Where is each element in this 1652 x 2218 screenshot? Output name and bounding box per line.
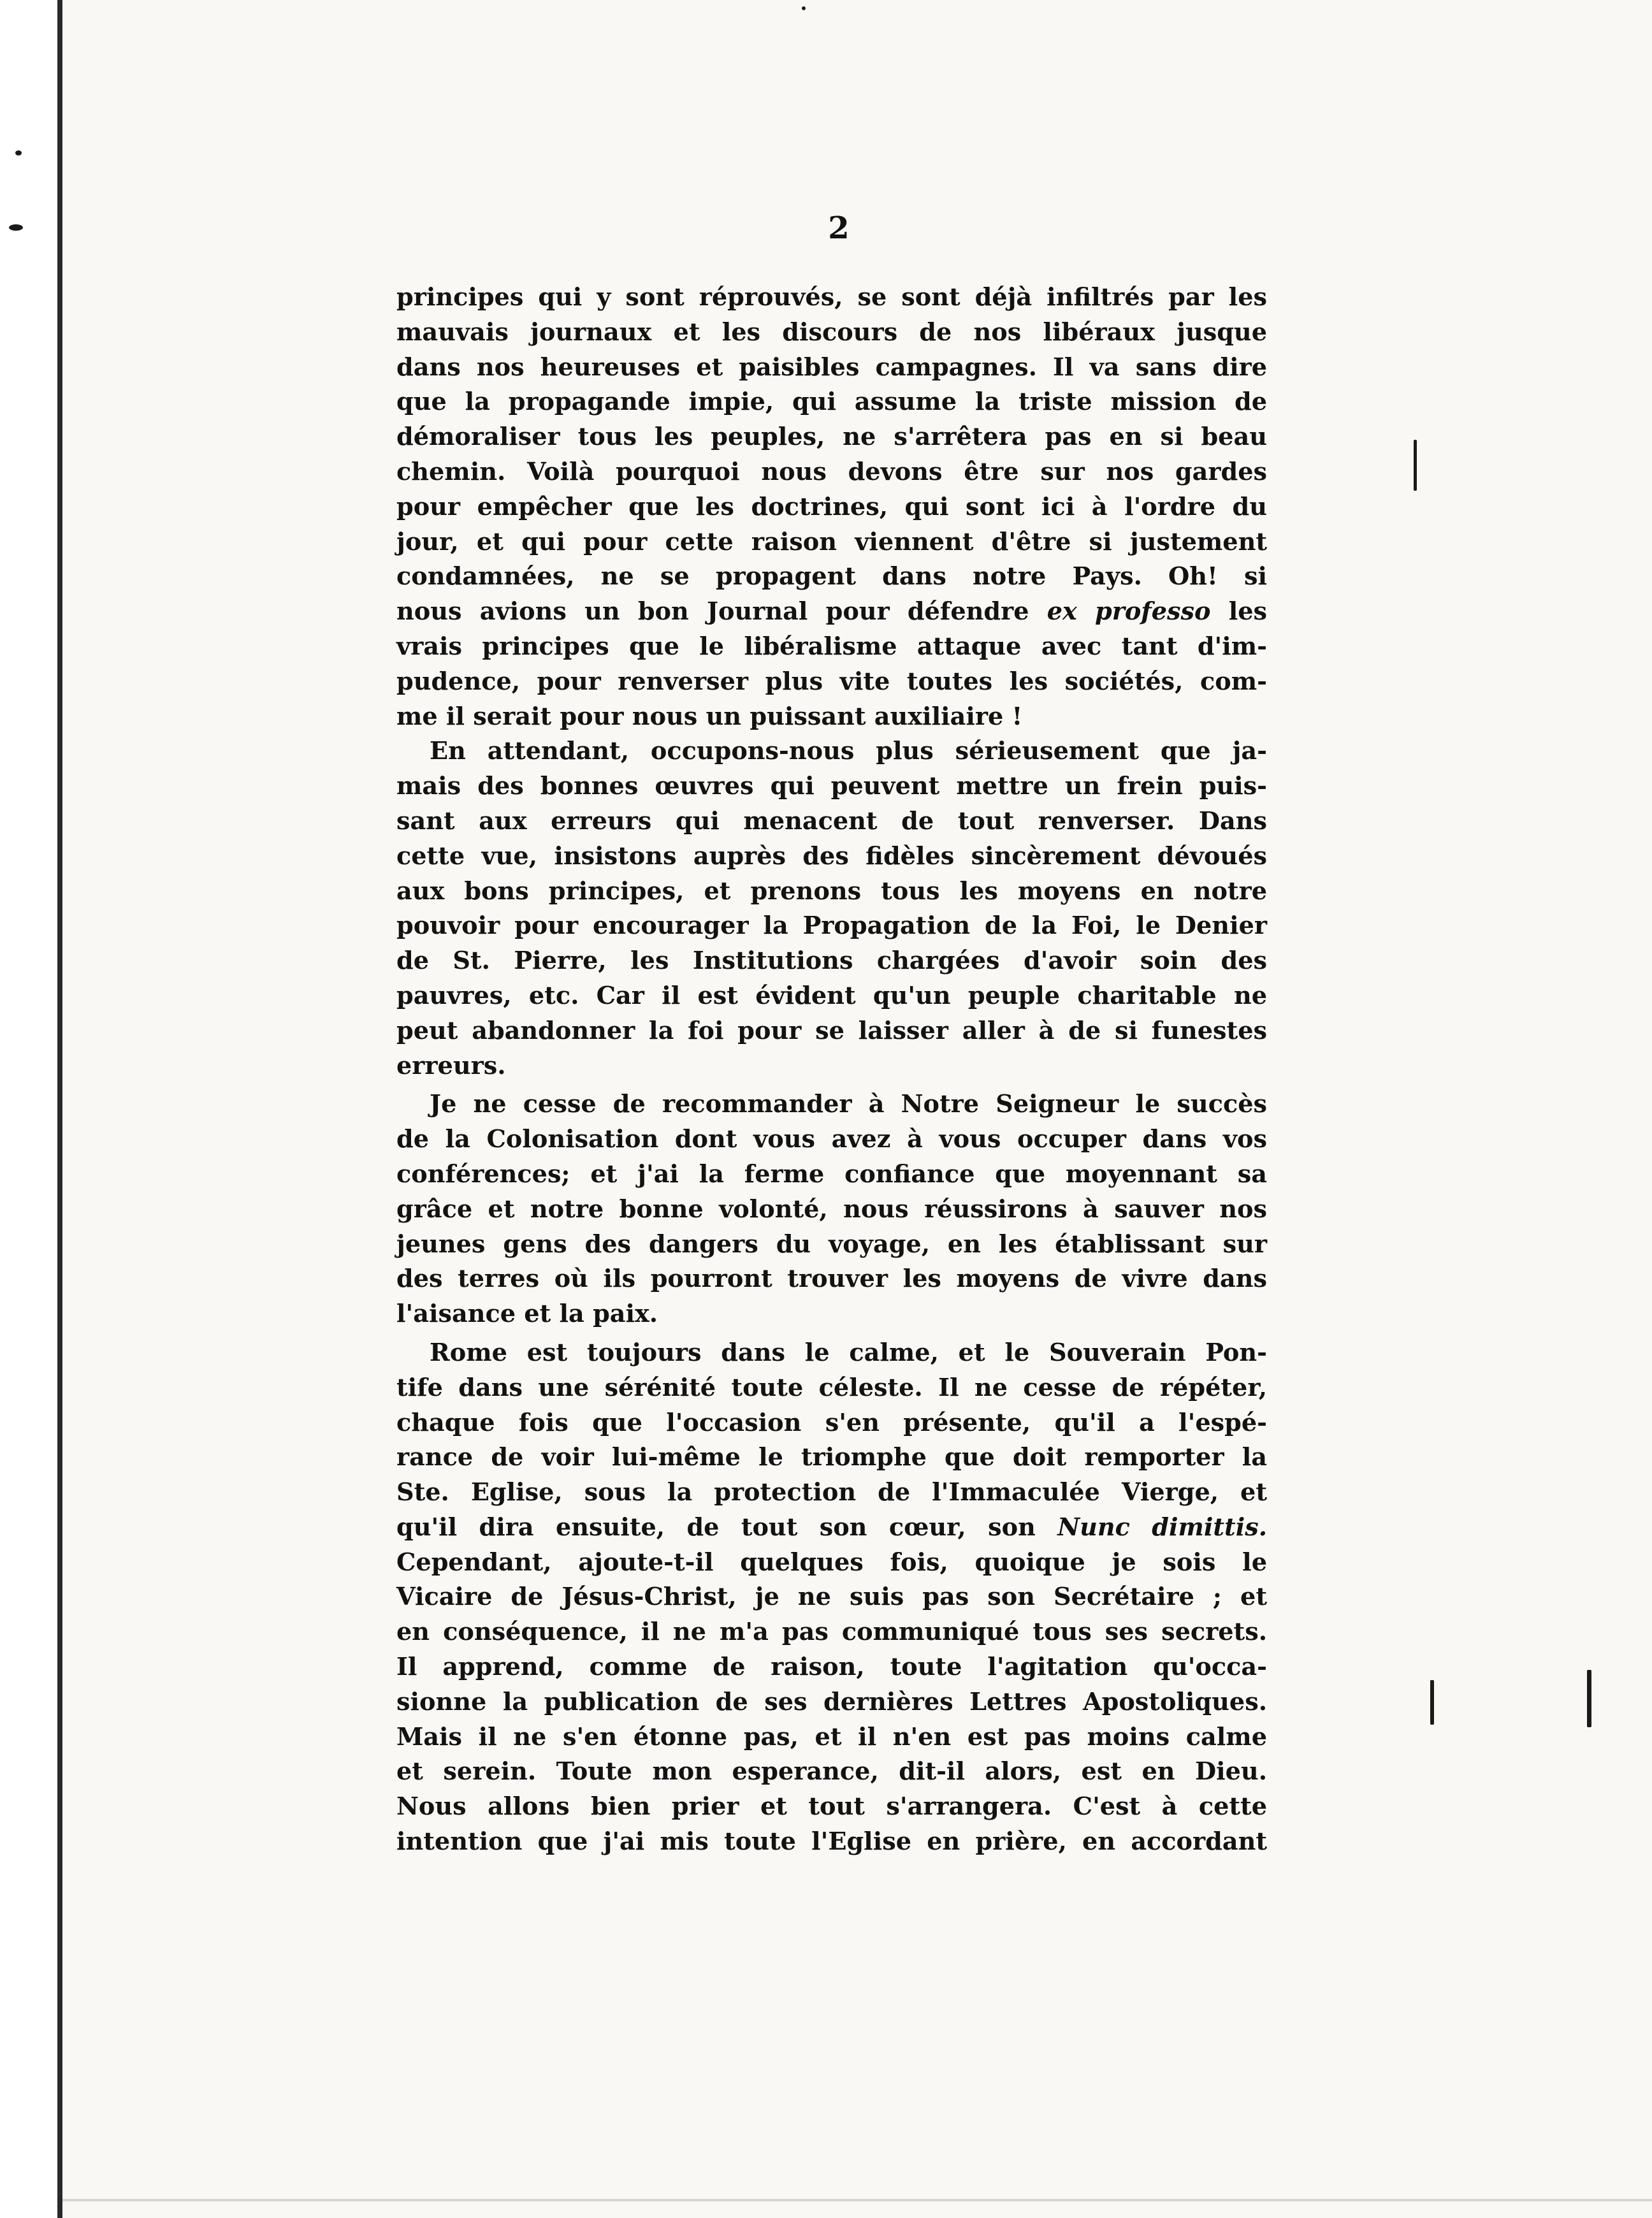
dust-speck [1414, 440, 1417, 491]
dust-speck [15, 150, 22, 156]
text-line [396, 315, 1267, 351]
text-segment: dans nos heureuses et paisibles campagnes. Il va sans dire [396, 352, 1267, 382]
text-line [396, 1825, 1267, 1860]
text-line [396, 1440, 1267, 1475]
text-line [396, 490, 1267, 525]
text-segment: intention que j'ai mis toute l'Eglise en prière, en accordant [396, 1827, 1267, 1857]
dust-speck [1587, 1670, 1591, 1727]
text-segment: principes qui y sont réprouvés, se sont déjà infiltrés par les [396, 283, 1267, 312]
text-line [396, 1087, 1267, 1122]
text-line [396, 665, 1267, 700]
text-segment: démoraliser tous les peuples, ne s'arrêtera pas en si beau [396, 423, 1267, 452]
text-segment: Vicaire de Jésus-Christ, je ne suis pas son Secrétaire ; et [396, 1583, 1267, 1612]
text-line [396, 420, 1267, 455]
text-line [396, 1580, 1267, 1615]
text-line [396, 1685, 1267, 1720]
text-segment: et serein. Toute mon esperance, dit-il alors, est en Dieu. [396, 1757, 1267, 1787]
text-segment: jeunes gens des dangers du voyage, en les établissant sur [396, 1229, 1267, 1259]
scan-margin [0, 0, 57, 2218]
text-segment: en conséquence, il ne m'a pas communiqué tous ses secrets. [396, 1618, 1267, 1647]
text-segment: Mais il ne s'en étonne pas, et il n'en est pas moins calme [396, 1722, 1267, 1751]
text-line [396, 1406, 1267, 1441]
text-line [396, 630, 1267, 665]
text-line [396, 351, 1267, 386]
text-segment: Il apprend, comme de raison, toute l'agitation qu'occa- [396, 1653, 1267, 1682]
text-line [396, 944, 1267, 979]
text-segment: sionne la publication de ses dernières Lettres Apostoliques. [396, 1687, 1267, 1716]
text-segment: Cependant, ajoute-t-il quelques fois, quoique je sois le [396, 1548, 1267, 1577]
text-segment: les [1210, 597, 1267, 627]
text-segment: jour, et qui pour cette raison viennent d'être si justement [396, 527, 1267, 556]
text-line [396, 734, 1267, 769]
page-edge-shadow [57, 0, 62, 2218]
text-line [396, 1192, 1267, 1228]
text-line [396, 560, 1267, 595]
text-segment: l'aisance et la paix. [396, 1300, 658, 1329]
text-segment: pour empêcher que les doctrines, qui sont ici à l'ordre du [396, 492, 1267, 521]
dust-speck [802, 6, 806, 10]
dust-speck [9, 224, 23, 231]
text-segment: grâce et notre bonne volonté, nous réussirons à sauver nos [396, 1194, 1267, 1224]
text-line [396, 804, 1267, 839]
text-line [396, 1615, 1267, 1650]
text-line [396, 1650, 1267, 1685]
text-line [396, 874, 1267, 910]
text-line [396, 1336, 1267, 1371]
text-segment: cette vue, insistons auprès des fidèles sincèrement dévoués [396, 841, 1267, 871]
text-segment: que la propagande impie, qui assume la triste mission de [396, 388, 1267, 417]
text-segment: sant aux erreurs qui menacent de tout renverser. Dans [396, 806, 1267, 836]
text-segment: qu'il dira ensuite, de tout son cœur, son [396, 1512, 1058, 1542]
text-segment: Rome est toujours dans le calme, et le Souverain Pon- [430, 1338, 1267, 1367]
text-segment: pouvoir pour encourager la Propagation de la Foi, le Denier [396, 911, 1267, 941]
text-line [396, 1049, 1267, 1084]
body-text [396, 280, 1267, 1860]
text-segment: condamnées, ne se propagent dans notre Pays. Oh! si [396, 562, 1267, 591]
dust-speck [1430, 1680, 1434, 1725]
text-line [396, 1228, 1267, 1263]
text-line [396, 1157, 1267, 1192]
text-line [396, 1511, 1267, 1546]
italic-phrase: ex professo [1047, 597, 1211, 627]
text-segment: tife dans une sérénité toute céleste. Il ne cesse de répéter, [396, 1373, 1267, 1402]
text-line [396, 455, 1267, 490]
text-segment: nous avions un bon Journal pour défendre [396, 597, 1047, 627]
text-segment: mais des bonnes œuvres qui peuvent mettre un frein puis- [396, 772, 1267, 801]
text-line [396, 839, 1267, 874]
text-line [396, 769, 1267, 804]
text-line [396, 909, 1267, 944]
text-line [396, 1790, 1267, 1825]
text-segment: Ste. Eglise, sous la protection de l'Immaculée Vierge, et [396, 1478, 1267, 1507]
page-bottom-edge [62, 2199, 1652, 2201]
text-segment: En attendant, occupons-nous plus sérieusement que ja- [430, 737, 1267, 766]
text-segment: erreurs. [396, 1051, 506, 1080]
text-line [396, 1371, 1267, 1406]
text-segment: chaque fois que l'occasion s'en présente, qu'il a l'espé- [396, 1408, 1267, 1437]
text-line [396, 1475, 1267, 1511]
text-segment: aux bons principes, et prenons tous les moyens en notre [396, 876, 1267, 906]
text-line [396, 1262, 1267, 1297]
text-segment: me il serait pour nous un puissant auxiliaire ! [396, 702, 1023, 731]
text-segment: rance de voir lui-même le triomphe que doit remporter la [396, 1443, 1267, 1472]
text-line [396, 1546, 1267, 1581]
text-segment: pudence, pour renverser plus vite toutes les sociétés, com- [396, 667, 1267, 696]
page-number: 2 [828, 210, 850, 246]
italic-phrase: Nunc dimittis. [1057, 1512, 1268, 1542]
text-line [396, 595, 1267, 630]
text-segment: pauvres, etc. Car il est évident qu'un peuple charitable ne [396, 981, 1267, 1010]
text-line [396, 1755, 1267, 1790]
text-segment: Nous allons bien prier et tout s'arrangera. C'est à cette [396, 1792, 1267, 1822]
text-segment: de la Colonisation dont vous avez à vous occuper dans vos [396, 1125, 1267, 1154]
text-line [396, 280, 1267, 315]
text-line [396, 1297, 1267, 1332]
text-segment: peut abandonner la foi pour se laisser aller à de si funestes [396, 1016, 1267, 1045]
text-segment: chemin. Voilà pourquoi nous devons être sur nos gardes [396, 457, 1267, 486]
text-line [396, 1122, 1267, 1157]
text-line [396, 979, 1267, 1014]
text-segment: conférences; et j'ai la ferme confiance que moyennant sa [396, 1159, 1267, 1189]
text-segment: mauvais journaux et les discours de nos libéraux jusque [396, 317, 1267, 347]
text-segment: de St. Pierre, les Institutions chargées d'avoir soin des [396, 946, 1267, 976]
text-line [396, 525, 1267, 560]
text-line [396, 700, 1267, 735]
text-segment: des terres où ils pourront trouver les moyens de vivre dans [396, 1265, 1267, 1294]
text-line [396, 385, 1267, 420]
text-line [396, 1720, 1267, 1755]
text-segment: vrais principes que le libéralisme attaque avec tant d'im- [396, 632, 1267, 661]
text-line [396, 1014, 1267, 1049]
text-segment: Je ne cesse de recommander à Notre Seigneur le succès [430, 1090, 1267, 1119]
